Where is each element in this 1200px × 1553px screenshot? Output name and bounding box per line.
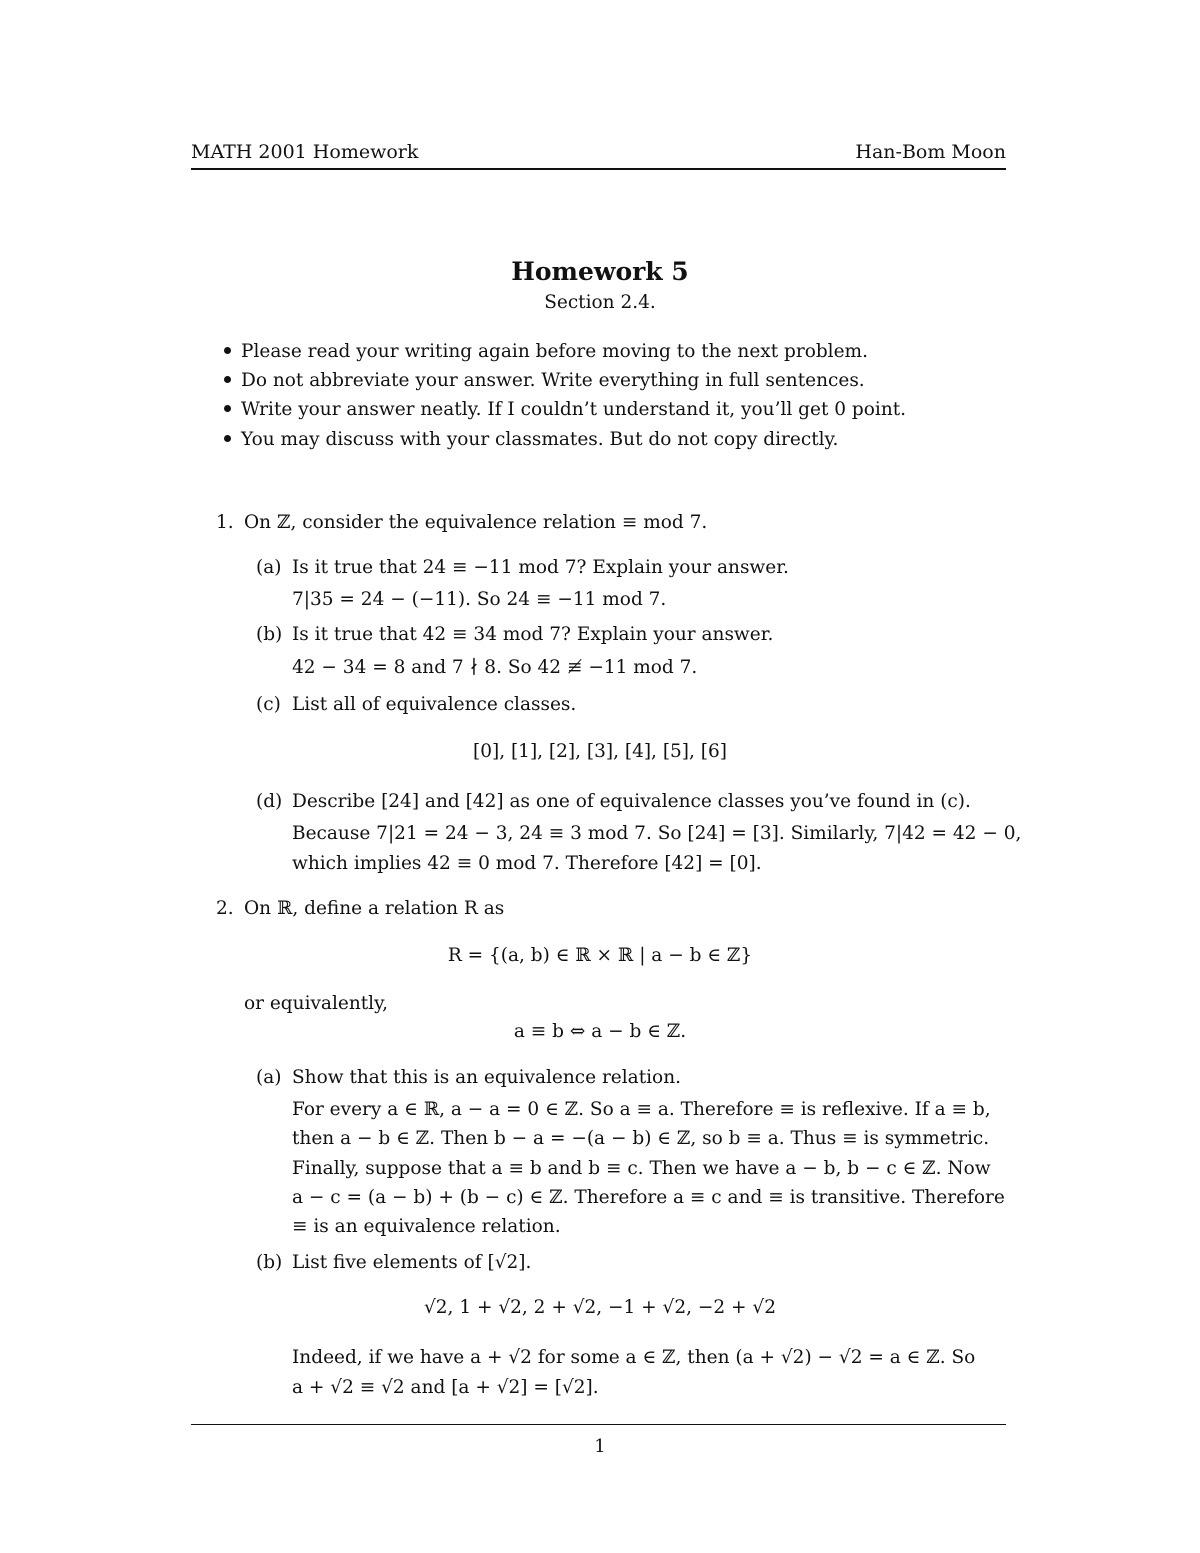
part-question: List five elements of [√2]. xyxy=(292,1252,532,1273)
footer-rule xyxy=(191,1424,1006,1425)
part-label: (a) xyxy=(256,557,282,578)
header-author: Han-Bom Moon xyxy=(855,141,1006,163)
part-answer: a − c = (a − b) + (b − c) ∈ ℤ. Therefore a ≡ c and ≡ is transitive. Therefore xyxy=(292,1187,1005,1208)
part-answer: Finally, suppose that a ≡ b and b ≡ c. Then we have a − b, b − c ∈ ℤ. Now xyxy=(292,1158,991,1179)
header-course: MATH 2001 Homework xyxy=(191,141,419,163)
relation-definition: R = {(a, b) ∈ ℝ × ℝ | a − b ∈ ℤ} xyxy=(447,945,753,966)
part-question: Is it true that 24 ≡ −11 mod 7? Explain your answer. xyxy=(292,557,789,578)
part-answer: ≡ is an equivalence relation. xyxy=(292,1216,561,1237)
part-answer: 7|35 = 24 − (−11). So 24 ≡ −11 mod 7. xyxy=(292,589,667,610)
part-question: Show that this is an equivalence relation. xyxy=(292,1067,681,1088)
part-answer: which implies 42 ≡ 0 mod 7. Therefore [42] = [0]. xyxy=(292,853,762,874)
problem-number: 2. xyxy=(216,898,234,919)
part-answer: Because 7|21 = 24 − 3, 24 ≡ 3 mod 7. So [24] = [3]. Similarly, 7|42 = 42 − 0, xyxy=(292,823,1022,844)
part-label: (a) xyxy=(256,1067,282,1088)
part-answer: Indeed, if we have a + √2 for some a ∈ ℤ, then (a + √2) − √2 = a ∈ ℤ. So xyxy=(292,1347,976,1368)
bullet-icon xyxy=(224,405,231,412)
problem-statement: On ℝ, define a relation R as xyxy=(244,898,505,919)
equivalence-definition: a ≡ b ⇔ a − b ∈ ℤ. xyxy=(513,1021,687,1042)
problem-statement: On ℤ, consider the equivalence relation ≡ mod 7. xyxy=(244,512,708,533)
part-label: (b) xyxy=(256,1252,283,1273)
page-subtitle: Section 2.4. xyxy=(544,292,656,313)
part-label: (b) xyxy=(256,624,283,645)
header-rule xyxy=(191,168,1006,170)
instruction-item: You may discuss with your classmates. But do not copy directly. xyxy=(224,429,838,450)
bullet-icon xyxy=(224,435,231,442)
part-question: Is it true that 42 ≡ 34 mod 7? Explain your answer. xyxy=(292,624,774,645)
part-label: (c) xyxy=(256,694,281,715)
equivalence-classes: [0], [1], [2], [3], [4], [5], [6] xyxy=(472,741,727,762)
bullet-icon xyxy=(224,376,231,383)
instruction-item: Write your answer neatly. If I couldn’t understand it, you’ll get 0 point. xyxy=(224,399,906,420)
element-list: √2, 1 + √2, 2 + √2, −1 + √2, −2 + √2 xyxy=(424,1297,776,1318)
connector-text: or equivalently, xyxy=(244,993,388,1014)
part-question: List all of equivalence classes. xyxy=(292,694,577,715)
part-label: (d) xyxy=(256,791,283,812)
part-question: Describe [24] and [42] as one of equivalence classes you’ve found in (c). xyxy=(292,791,971,812)
part-answer: For every a ∈ ℝ, a − a = 0 ∈ ℤ. So a ≡ a. Therefore ≡ is reflexive. If a ≡ b, xyxy=(292,1099,991,1120)
problem-number: 1. xyxy=(216,512,234,533)
part-answer: 42 − 34 = 8 and 7 ∤ 8. So 42 ≢ −11 mod 7. xyxy=(292,657,698,678)
part-answer: then a − b ∈ ℤ. Then b − a = −(a − b) ∈ ℤ, so b ≡ a. Thus ≡ is symmetric. xyxy=(292,1128,990,1149)
page-number: 1 xyxy=(594,1436,606,1457)
instruction-item: Do not abbreviate your answer. Write everything in full sentences. xyxy=(224,370,865,391)
part-answer: a + √2 ≡ √2 and [a + √2] = [√2]. xyxy=(292,1377,599,1398)
instruction-item: Please read your writing again before moving to the next problem. xyxy=(224,341,868,362)
bullet-icon xyxy=(224,347,231,354)
page-title: Homework 5 xyxy=(511,257,689,286)
